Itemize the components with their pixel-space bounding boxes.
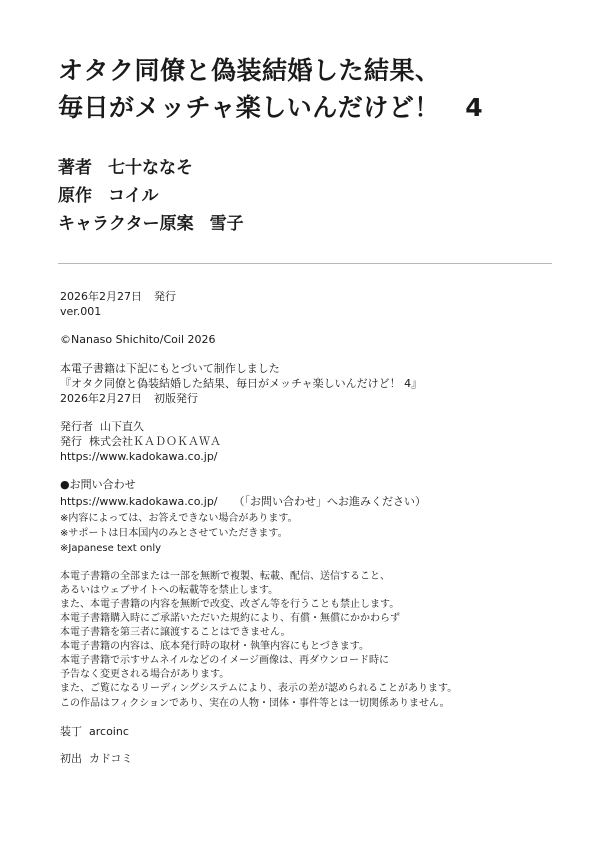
first-publication-name: カドコミ — [89, 752, 133, 765]
title-line-1: オタク同僚と偽装結婚した結果、 — [58, 56, 441, 85]
legal-line: また、ご覧になるリーディングシステムにより、表示の差が認められることがあります。 — [60, 683, 458, 694]
contact-note: ※内容によっては、お答えできない場合があります。 — [60, 513, 298, 524]
credits — [58, 154, 244, 238]
legal-line: 本電子書籍を第三者に譲渡することはできません。 — [60, 627, 291, 638]
contact-line — [60, 495, 426, 508]
issuer-name: 株式会社ＫＡＤＯＫＡＷＡ — [89, 435, 221, 448]
publication-date-line — [60, 290, 176, 303]
book-title — [58, 52, 483, 126]
version: ver.001 — [60, 305, 102, 318]
legal-line: 本電子書籍で示すサムネイルなどのイメージ画像は、再ダウンロード時に — [60, 655, 389, 666]
credit-role: 著者 — [58, 158, 92, 178]
title-line-2: 毎日がメッチャ楽しいんだけど！ 4 — [58, 93, 484, 122]
contact-heading: ●お問い合わせ — [60, 478, 136, 491]
source-book: 『オタク同僚と偽装結婚した結果、毎日がメッチャ楽しいんだけど！ 4』 — [60, 377, 423, 390]
source-intro: 本電子書籍は下記にもとづいて制作しました — [60, 362, 280, 375]
contact-note: ※Japanese text only — [60, 543, 162, 554]
issuer-label: 発行 — [60, 435, 82, 448]
publisher-url: https://www.kadokawa.co.jp/ — [60, 450, 218, 463]
credit-author — [58, 154, 244, 182]
credit-name: 雪子 — [209, 214, 244, 234]
credit-character-design — [58, 210, 244, 238]
source-date: 2026年2月27日 — [60, 392, 142, 405]
legal-line: 本電子書籍の全部または一部を無断で複製、転載、配信、送信すること、 — [60, 571, 390, 582]
issuer-line — [60, 435, 221, 448]
credit-role: キャラクター原案 — [58, 214, 194, 234]
design-name: arcoinc — [89, 725, 129, 738]
legal-line: あるいはウェブサイトへの転載等を禁止します。 — [60, 585, 279, 596]
legal-line: 本電子書籍の内容は、底本発行時の取材・執筆内容にもとづきます。 — [60, 641, 369, 652]
first-publication-label: 初出 — [60, 752, 82, 765]
publisher-label: 発行者 — [60, 420, 93, 433]
source-date-line — [60, 392, 198, 405]
contact-url: https://www.kadokawa.co.jp/ — [60, 495, 218, 508]
legal-line: また、本電子書籍の内容を無断で改変、改ざん等を行うことも禁止します。 — [60, 599, 400, 610]
publisher-name: 山下直久 — [100, 420, 144, 433]
credit-role: 原作 — [58, 186, 92, 206]
credit-name: 七十ななそ — [108, 158, 193, 178]
publisher-line — [60, 420, 144, 433]
publication-date-label: 発行 — [154, 290, 176, 303]
copyright: ©Nanaso Shichito/Coil 2026 — [60, 333, 216, 346]
credit-name: コイル — [108, 186, 159, 206]
design-line — [60, 725, 129, 738]
design-label: 装丁 — [60, 725, 82, 738]
first-publication-line — [60, 752, 133, 765]
credit-original-work — [58, 182, 244, 210]
contact-guide: （「お問い合わせ」へお進みください） — [233, 495, 427, 508]
legal-line: 予告なく変更される場合があります。 — [60, 669, 230, 680]
contact-note: ※サポートは日本国内のみとさせていただきます。 — [60, 528, 288, 539]
publication-date: 2026年2月27日 — [60, 290, 142, 303]
section-divider — [58, 263, 552, 264]
source-edition: 初版発行 — [154, 392, 198, 405]
legal-line: 本電子書籍購入時にご承諾いただいた規約により、有償・無償にかかわらず — [60, 613, 400, 624]
fiction-note: この作品はフィクションであり、実在の人物・団体・事件等とは一切関係ありません。 — [60, 698, 450, 709]
